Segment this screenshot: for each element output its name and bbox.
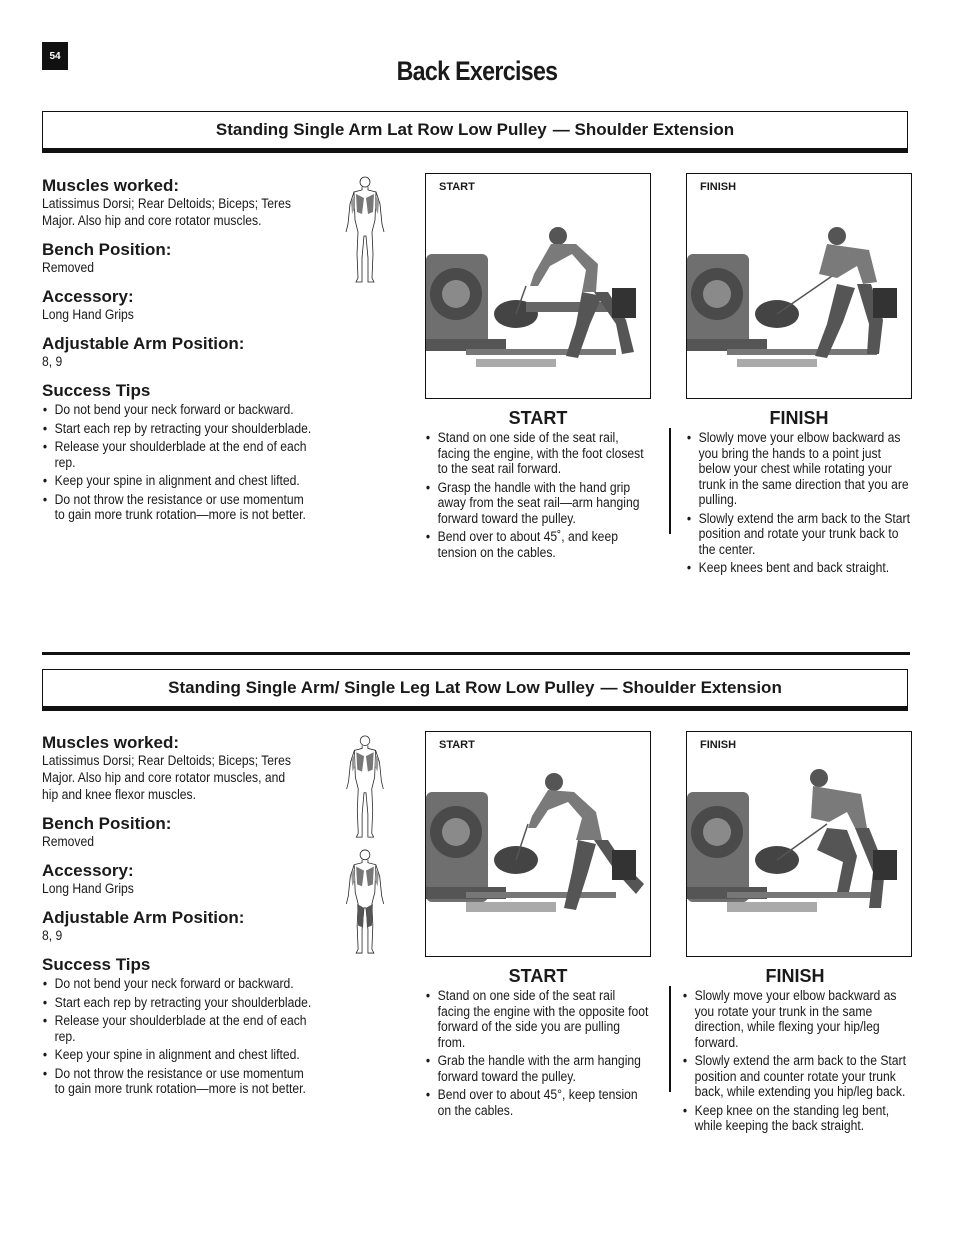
start-steps xyxy=(425,430,650,560)
accessory-label: Accessory: xyxy=(42,287,134,306)
arm-position-label: Adjustable Arm Position: xyxy=(42,334,245,353)
list-item: • Keep your spine in alignment and chest lifted. xyxy=(42,473,317,489)
page-number: 54 xyxy=(42,42,68,70)
accessory-label: Accessory: xyxy=(42,861,134,880)
list-item: • Do not throw the resistance or use momentum to gain more trunk rotation—more is not better. xyxy=(42,492,317,523)
muscles-label: Muscles worked: xyxy=(42,176,179,195)
finish-photo xyxy=(686,173,912,399)
start-column xyxy=(425,408,651,563)
bench-value: Removed xyxy=(42,834,95,849)
anatomy-figure-icon xyxy=(342,733,388,841)
column-divider xyxy=(669,986,671,1092)
finish-photo xyxy=(686,731,912,957)
bench-label: Bench Position: xyxy=(42,814,172,833)
list-item: • Start each rep by retracting your shoulderblade. xyxy=(42,995,317,1011)
list-item: • Keep knee on the standing leg bent, while keeping the back straight. xyxy=(682,1103,918,1134)
list-item: • Slowly move your elbow backward as you rotate your trunk in the same direction, while flexing your hip/leg forward. xyxy=(682,988,918,1050)
anatomy-figure-legs-icon xyxy=(342,847,388,957)
column-divider xyxy=(669,428,671,534)
start-steps xyxy=(425,988,650,1118)
photo-start-tag: START xyxy=(439,739,475,751)
finish-steps xyxy=(686,430,911,576)
photo-finish-tag: FINISH xyxy=(700,739,737,751)
arm-position-value: 8, 9 xyxy=(42,928,63,943)
list-item: • Release your shoulderblade at the end of each rep. xyxy=(42,1013,317,1044)
list-item: • Start each rep by retracting your shoulderblade. xyxy=(42,421,317,437)
muscles-text: Latissimus Dorsi; Rear Deltoids; Biceps; Teres Major. Also hip and core rotator muscles. xyxy=(42,196,291,228)
photo-start-tag: START xyxy=(439,181,475,193)
list-item: • Stand on one side of the seat rail, facing the engine, with the foot closest to the seat rail forward. xyxy=(425,430,650,477)
success-tips-list xyxy=(42,402,317,523)
list-item: • Keep your spine in alignment and chest lifted. xyxy=(42,1047,317,1063)
success-tips-label: Success Tips xyxy=(42,381,151,400)
bench-value: Removed xyxy=(42,260,95,275)
start-heading: START xyxy=(508,966,568,986)
list-item: • Slowly extend the arm back to the Start position and rotate your trunk back to the center. xyxy=(686,511,911,558)
arm-position-label: Adjustable Arm Position: xyxy=(42,908,245,927)
list-item: • Do not bend your neck forward or backward. xyxy=(42,976,317,992)
start-column xyxy=(425,966,651,1121)
list-item: • Slowly move your elbow backward as you bring the hands to a point just below your chest while rotating your trunk in the same direction that you are pulling. xyxy=(686,430,911,508)
success-tips-list xyxy=(42,976,317,1097)
list-item: • Keep knees bent and back straight. xyxy=(686,560,911,576)
list-item: • Slowly extend the arm back to the Start position and counter rotate your trunk back, while extending you hip/leg back. xyxy=(682,1053,918,1100)
list-item: • Stand on one side of the seat rail facing the engine with the opposite foot forward of the side you are pulling from. xyxy=(425,988,650,1050)
section-divider xyxy=(42,652,910,655)
success-tips-label: Success Tips xyxy=(42,955,151,974)
finish-column xyxy=(682,966,908,1137)
list-item: • Grab the handle with the arm hanging forward toward the pulley. xyxy=(425,1053,650,1084)
accessory-value: Long Hand Grips xyxy=(42,307,134,322)
finish-heading: FINISH xyxy=(765,966,825,986)
accessory-value: Long Hand Grips xyxy=(42,881,134,896)
muscles-text: Latissimus Dorsi; Rear Deltoids; Biceps; Teres Major. Also hip and core rotator muscles, and hip and knee flexor muscles. xyxy=(42,753,291,802)
anatomy-figure-icon xyxy=(342,174,388,286)
exercise-banner-1 xyxy=(42,111,908,153)
page-title: Back Exercises xyxy=(396,56,558,86)
exercise-info-1 xyxy=(42,176,332,534)
list-item: • Grasp the handle with the hand grip away from the seat rail—arm hanging forward toward the pulley. xyxy=(425,480,650,527)
photo-finish-tag: FINISH xyxy=(700,181,737,193)
start-heading: START xyxy=(508,408,568,428)
list-item: • Release your shoulderblade at the end of each rep. xyxy=(42,439,317,470)
start-photo xyxy=(425,731,651,957)
list-item: • Do not throw the resistance or use momentum to gain more trunk rotation—more is not better. xyxy=(42,1066,317,1097)
exercise-info-2 xyxy=(42,733,332,1108)
start-photo xyxy=(425,173,651,399)
finish-steps xyxy=(682,988,918,1134)
finish-heading: FINISH xyxy=(769,408,829,428)
exercise-subtitle: — Shoulder Extension xyxy=(600,678,782,697)
exercise-title: Standing Single Arm Lat Row Low Pulley xyxy=(215,120,547,139)
exercise-title: Standing Single Arm/ Single Leg Lat Row Low Pulley xyxy=(168,678,595,697)
bench-label: Bench Position: xyxy=(42,240,172,259)
muscles-label: Muscles worked: xyxy=(42,733,179,752)
list-item: • Bend over to about 45˚, and keep tension on the cables. xyxy=(425,529,650,560)
finish-column xyxy=(686,408,912,579)
list-item: • Do not bend your neck forward or backward. xyxy=(42,402,317,418)
arm-position-value: 8, 9 xyxy=(42,354,63,369)
exercise-banner-2 xyxy=(42,669,908,711)
exercise-subtitle: — Shoulder Extension xyxy=(552,120,735,139)
list-item: • Bend over to about 45°, keep tension on the cables. xyxy=(425,1087,650,1118)
